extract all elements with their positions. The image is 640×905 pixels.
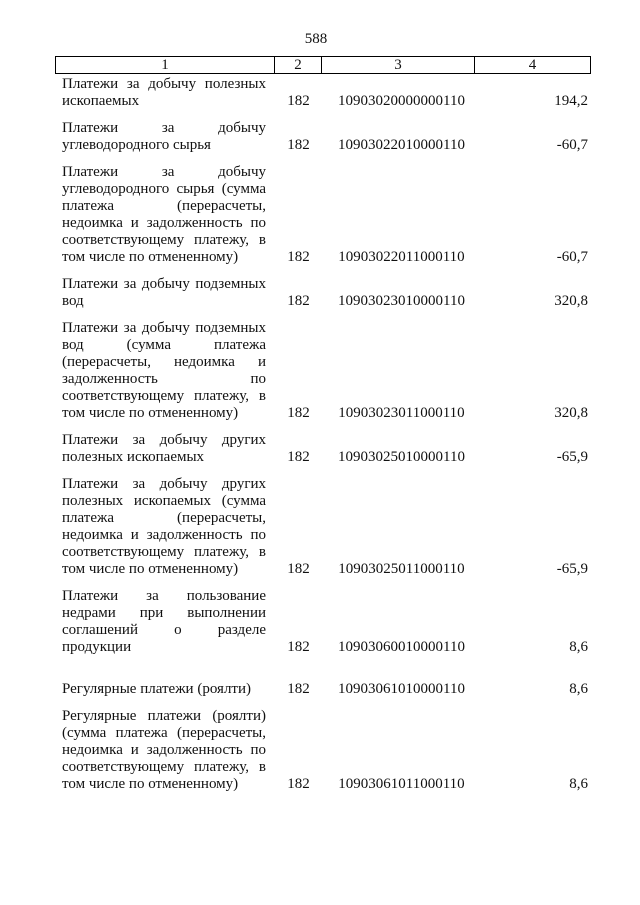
row-description-line: соответствующему платежу, в (62, 232, 266, 248)
row-description-line: Платежи за добычу подземных (62, 276, 266, 292)
table-row (55, 320, 591, 422)
row-description-line: Платежи за добычу полезных (62, 76, 266, 92)
table-row (55, 120, 591, 154)
column-header-2: 2 (275, 57, 322, 73)
amount-cell: -65,9 (556, 561, 588, 577)
row-description-line: Платежи за пользование (62, 588, 266, 604)
budget-code-cell: 10903023010000110 (338, 293, 465, 309)
amount-cell: 8,6 (569, 681, 588, 697)
row-description-line: Платежи за добычу (62, 164, 266, 180)
row-description-line: том числе по отмененному) (62, 249, 239, 265)
row-description-line: Платежи за добычу других (62, 432, 266, 448)
table-row (55, 708, 591, 793)
row-description-line: углеводородного сырья (62, 137, 211, 153)
budget-code-cell: 10903025010000110 (338, 449, 465, 465)
budget-code-cell: 10903060010000110 (338, 639, 465, 655)
row-description-line: полезных ископаемых (сумма (62, 493, 266, 509)
row-description-line: Платежи за добычу других (62, 476, 266, 492)
amount-cell: 8,6 (569, 776, 588, 792)
budget-code-cell: 10903022010000110 (338, 137, 465, 153)
row-description-line: том числе по отмененному) (62, 405, 239, 421)
row-description-line: недоимка и задолженность по (62, 742, 266, 758)
row-description (55, 588, 275, 656)
amount-cell: 320,8 (554, 405, 588, 421)
table-row (55, 76, 591, 110)
admin-code-cell: 182 (287, 681, 310, 697)
table-row (55, 276, 591, 310)
table-row (55, 432, 591, 466)
table-header (55, 56, 591, 74)
admin-code-cell: 182 (287, 776, 310, 792)
admin-code-cell: 182 (287, 93, 310, 109)
row-description (55, 164, 275, 266)
admin-code-cell: 182 (287, 293, 310, 309)
table-row (55, 588, 591, 656)
budget-code-cell: 10903020000000110 (338, 93, 465, 109)
row-description-line: (сумма платежа (перерасчеты, (62, 725, 266, 741)
budget-code-cell: 10903025011000110 (338, 561, 465, 577)
admin-code-cell: 182 (287, 639, 310, 655)
row-description (55, 432, 275, 466)
column-header-4: 4 (528, 57, 537, 73)
admin-code-cell: 182 (287, 449, 310, 465)
table-row (55, 681, 591, 698)
row-description-line: углеводородного сырья (сумма (62, 181, 266, 197)
row-description-line: (перерасчеты, недоимка и (62, 354, 266, 370)
amount-cell: -65,9 (556, 449, 588, 465)
admin-code-cell: 182 (287, 249, 310, 265)
table-row (55, 476, 591, 578)
row-description (55, 276, 275, 310)
row-description-line: недрами при выполнении (62, 605, 266, 621)
row-description (55, 708, 275, 793)
row-description-line: продукции (62, 639, 132, 655)
row-description-line: вод (сумма платежа (62, 337, 266, 353)
row-description-line: том числе по отмененному) (62, 776, 239, 792)
row-description-line: Платежи за добычу подземных (62, 320, 266, 336)
amount-cell: -60,7 (556, 249, 588, 265)
admin-code-cell: 182 (287, 137, 310, 153)
amount-cell: 8,6 (569, 639, 588, 655)
row-description (55, 320, 275, 422)
row-description-line: полезных ископаемых (62, 449, 205, 465)
table-row (55, 164, 591, 266)
amount-cell: 320,8 (554, 293, 588, 309)
row-description-line: Регулярные платежи (роялти) (62, 708, 266, 724)
row-description (55, 120, 275, 154)
row-description-line: Платежи за добычу (62, 120, 266, 136)
row-description (55, 76, 275, 110)
budget-code-cell: 10903023011000110 (338, 405, 465, 421)
column-header-3: 3 (322, 57, 475, 73)
row-description-line: платежа (перерасчеты, (62, 510, 266, 526)
row-description-line: соответствующему платежу, в (62, 388, 266, 404)
column-header-1: 1 (56, 57, 275, 73)
row-description (55, 476, 275, 578)
admin-code-cell: 182 (287, 561, 310, 577)
row-description-line: задолженность по (62, 371, 266, 387)
amount-cell: 194,2 (554, 93, 588, 109)
row-description-line: платежа (перерасчеты, (62, 198, 266, 214)
row-description-line: Регулярные платежи (роялти) (62, 681, 252, 697)
row-description-line: том числе по отмененному) (62, 561, 239, 577)
row-description-line: недоимка и задолженность по (62, 527, 266, 543)
amount-cell: -60,7 (556, 137, 588, 153)
admin-code-cell: 182 (287, 405, 310, 421)
row-description-line: соответствующему платежу, в (62, 544, 266, 560)
row-description-line: соответствующему платежу, в (62, 759, 266, 775)
row-description-line: ископаемых (62, 93, 140, 109)
row-description-line: недоимка и задолженность по (62, 215, 266, 231)
row-description-line: соглашений о разделе (62, 622, 266, 638)
budget-code-cell: 10903061011000110 (338, 776, 465, 792)
budget-code-cell: 10903061010000110 (338, 681, 465, 697)
row-description-line: вод (62, 293, 84, 309)
table-body (55, 76, 591, 793)
page-number: 588 (304, 31, 328, 47)
budget-code-cell: 10903022011000110 (338, 249, 465, 265)
row-description (55, 681, 275, 698)
